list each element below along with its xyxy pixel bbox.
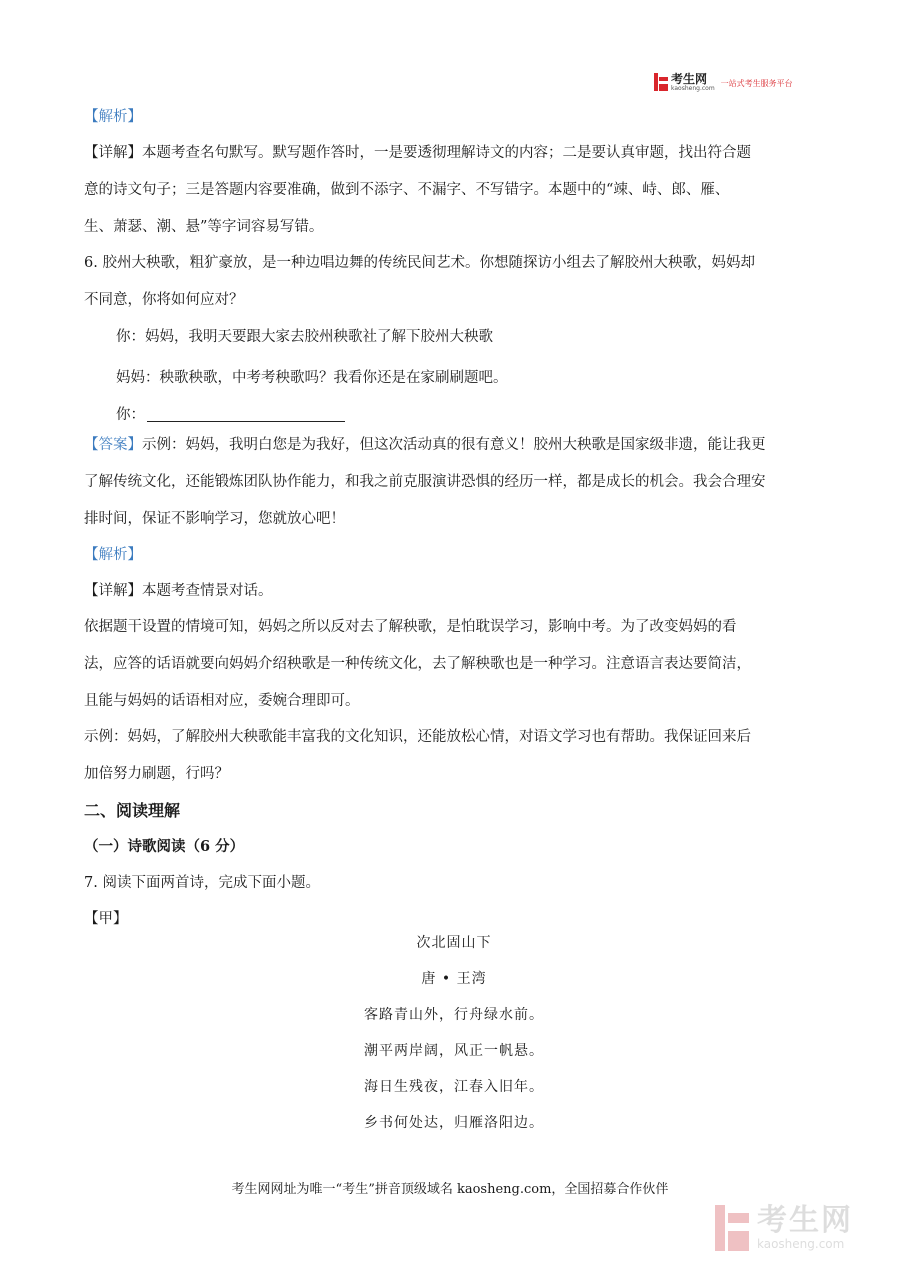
answer-line-2: 了解传统文化，还能锻炼团队协作能力，和我之前克服演讲恐惧的经历一样，都是成长的机会。我会合理安 — [84, 474, 766, 490]
detail-paragraph-2-line-2: 依据题干设置的情境可知，妈妈之所以反对去了解秧歌，是怕耽误学习，影响中考。为了改变妈妈的看 — [84, 619, 737, 635]
answer-blank — [147, 407, 345, 422]
poem-line: 客路青山外，行舟绿水前。 — [364, 1007, 544, 1023]
logo-domain: kaosheng.com — [671, 84, 715, 92]
section-heading-reading: 二、阅读理解 — [84, 801, 181, 820]
detail-paragraph-2-line-6: 加倍努力刷题，行吗？ — [84, 766, 229, 782]
poem-line: 乡书何处达，归雁洛阳边。 — [364, 1115, 544, 1131]
dialog-mom: 妈妈：秧歌秧歌，中考考秧歌吗？我看你还是在家刷刷题吧。 — [116, 370, 508, 386]
answer-line-1: 【答案】示例：妈妈，我明白您是为我好，但这次活动真的很有意义！胶州大秧歌是国家级非遗，能让我更 — [84, 437, 766, 453]
poem-line: 潮平两岸阔，风正一帆悬。 — [364, 1043, 544, 1059]
answer-line-3: 排时间，保证不影响学习，您就放心吧！ — [84, 511, 345, 527]
subsection-heading-poetry: （一）诗歌阅读（6 分） — [84, 838, 245, 855]
detail-paragraph-1-line-2: 意的诗文句子；三是答题内容要准确，做到不添字、不漏字、不写错字。本题中的“竦、峙、郎、雁、 — [84, 182, 730, 198]
answer-tag: 【答案】 — [84, 437, 142, 453]
analysis-tag: 【解析】 — [84, 109, 142, 125]
detail-tag: 【详解】 — [84, 145, 142, 161]
watermark — [715, 1200, 853, 1256]
watermark-name: 考生网 — [757, 1203, 853, 1238]
detail-paragraph-2-line-3: 法，应答的话语就要向妈妈介绍秧歌是一种传统文化，去了解秧歌也是一种学习。注意语言表达要简洁， — [84, 656, 751, 672]
kaosheng-logo-icon — [654, 73, 668, 91]
detail-paragraph-1-line-3: 生、萧瑟、潮、悬”等字词容易写错。 — [84, 219, 324, 235]
watermark-logo-icon — [715, 1205, 749, 1251]
analysis-tag-2: 【解析】 — [84, 547, 142, 563]
question-7: 7. 阅读下面两首诗，完成下面小题。 — [84, 875, 320, 891]
page-footer: 考生网网址为唯一“考生”拼音顶级域名 kaosheng.com，全国招募合作伙伴 — [231, 1182, 669, 1197]
question-6-line-1: 6. 胶州大秧歌，粗犷豪放，是一种边唱边舞的传统民间艺术。你想随探访小组去了解胶州大秧歌，妈妈却 — [84, 255, 755, 271]
poem-a-tag: 【甲】 — [84, 911, 128, 927]
question-6-line-2: 不同意，你将如何应对？ — [84, 292, 244, 308]
dialog-you-blank-line: 你： — [116, 398, 345, 432]
detail-tag-2: 【详解】 — [84, 583, 142, 599]
dialog-you: 你：妈妈，我明天要跟大家去胶州秧歌社了解下胶州大秧歌 — [116, 329, 493, 345]
watermark-domain: kaosheng.com — [757, 1237, 845, 1251]
detail-paragraph-2-line-1: 【详解】本题考查情景对话。 — [84, 583, 273, 599]
poem-author: 唐 • 王湾 — [421, 971, 487, 987]
detail-paragraph-1-line-1: 【详解】本题考查名句默写。默写题作答时，一是要透彻理解诗文的内容；二是要认真审题，找出符合题 — [84, 145, 751, 161]
detail-paragraph-2-line-4: 且能与妈妈的话语相对应，委婉合理即可。 — [84, 693, 360, 709]
poem-line: 海日生残夜，江春入旧年。 — [364, 1079, 544, 1095]
header-logo — [654, 70, 793, 94]
logo-slogan: 一站式考生服务平台 — [720, 79, 793, 88]
detail-paragraph-2-line-5: 示例：妈妈，了解胶州大秧歌能丰富我的文化知识，还能放松心情，对语文学习也有帮助。我保证回来后 — [84, 729, 751, 745]
logo-name: 考生网 — [671, 71, 708, 86]
poem-title: 次北固山下 — [416, 935, 492, 951]
